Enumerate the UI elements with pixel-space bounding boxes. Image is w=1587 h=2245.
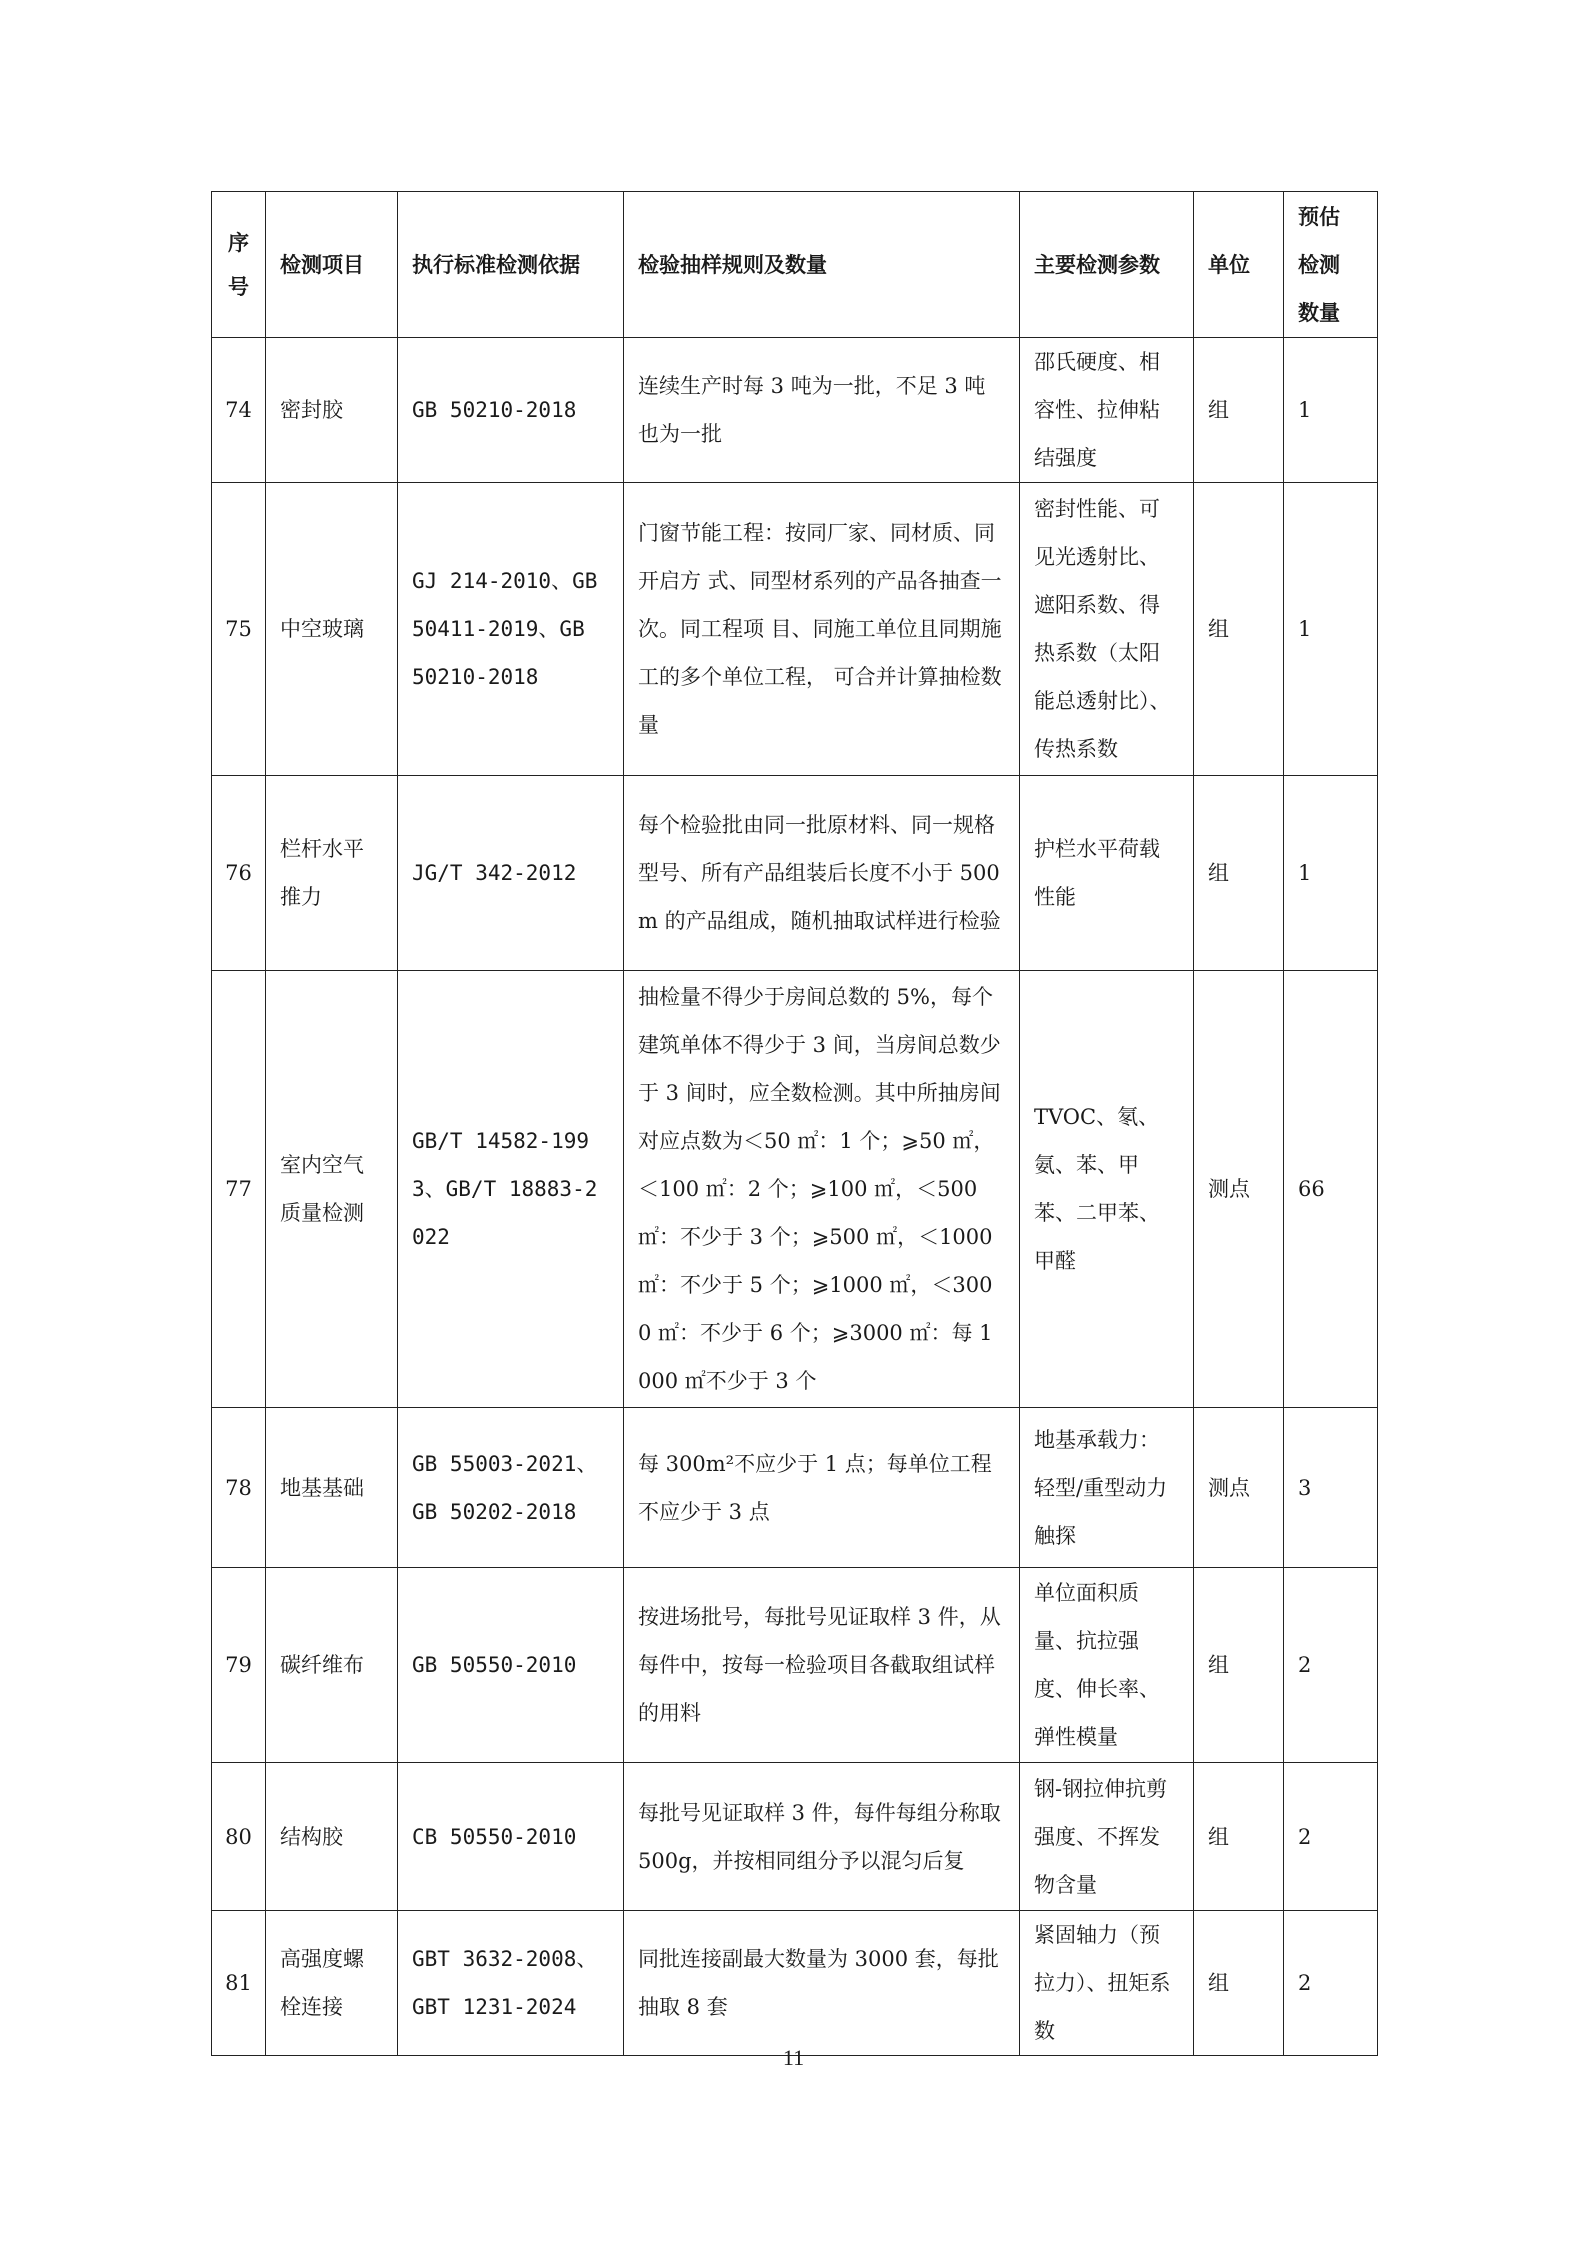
- cell-standard: CB 50550-2010: [398, 1763, 624, 1911]
- cell-estimate: 2: [1284, 1568, 1378, 1763]
- cell-seq: 81: [212, 1911, 266, 2056]
- cell-sampling: 抽检量不得少于房间总数的 5%，每个建筑单体不得少于 3 间，当房间总数少于 3 间时，应全数检测。其中所抽房间对应点数为＜50 ㎡：1 个；⩾50 ㎡，＜100 ㎡：2 个；⩾100 ㎡，＜500 ㎡：不少于 3 个；⩾500 ㎡，＜1000 ㎡：不少于 5 个；⩾1000 ㎡，＜3000 ㎡：不少于 6 个；⩾3000 ㎡：每 1000 ㎡不少于 3 个: [624, 971, 1020, 1408]
- table-row: [212, 338, 1378, 483]
- cell-item: 栏杆水平推力: [266, 776, 398, 971]
- cell-unit: 组: [1194, 1911, 1284, 2056]
- cell-estimate: 2: [1284, 1763, 1378, 1911]
- cell-seq: 77: [212, 971, 266, 1408]
- header-item: 检测项目: [266, 192, 398, 338]
- cell-item: 室内空气质量检测: [266, 971, 398, 1408]
- cell-seq: 79: [212, 1568, 266, 1763]
- cell-params: 地基承载力：轻型/重型动力触探: [1020, 1408, 1194, 1568]
- cell-sampling: 每 300m²不应少于 1 点；每单位工程不应少于 3 点: [624, 1408, 1020, 1568]
- cell-unit: 测点: [1194, 1408, 1284, 1568]
- table-row: [212, 776, 1378, 971]
- header-sampling: 检验抽样规则及数量: [624, 192, 1020, 338]
- page-number: 11: [782, 2045, 805, 2070]
- cell-standard: GB 55003-2021、GB 50202-2018: [398, 1408, 624, 1568]
- cell-standard: GB 50550-2010: [398, 1568, 624, 1763]
- table-row: [212, 1763, 1378, 1911]
- table-row: [212, 1408, 1378, 1568]
- table-row: [212, 971, 1378, 1408]
- cell-item: 中空玻璃: [266, 483, 398, 776]
- cell-unit: 组: [1194, 338, 1284, 483]
- cell-standard: GBT 3632-2008、GBT 1231-2024: [398, 1911, 624, 2056]
- cell-standard: GJ 214-2010、GB 50411-2019、GB 50210-2018: [398, 483, 624, 776]
- cell-sampling: 每批号见证取样 3 件，每件每组分称取 500g，并按相同组分予以混匀后复: [624, 1763, 1020, 1911]
- cell-sampling: 每个检验批由同一批原材料、同一规格型号、所有产品组装后长度不小于 500m 的产品组成，随机抽取试样进行检验: [624, 776, 1020, 971]
- cell-unit: 组: [1194, 1568, 1284, 1763]
- table-row: [212, 1568, 1378, 1763]
- cell-unit: 测点: [1194, 971, 1284, 1408]
- cell-item: 地基基础: [266, 1408, 398, 1568]
- cell-params: 单位面积质量、抗拉强度、伸长率、弹性模量: [1020, 1568, 1194, 1763]
- cell-unit: 组: [1194, 1763, 1284, 1911]
- cell-sampling: 同批连接副最大数量为 3000 套，每批抽取 8 套: [624, 1911, 1020, 2056]
- cell-item: 高强度螺栓连接: [266, 1911, 398, 2056]
- header-estimate: 预估检测数量: [1284, 192, 1378, 338]
- cell-sampling: 按进场批号，每批号见证取样 3 件，从每件中，按每一检验项目各截取组试样的用料: [624, 1568, 1020, 1763]
- cell-estimate: 3: [1284, 1408, 1378, 1568]
- cell-standard: GB 50210-2018: [398, 338, 624, 483]
- header-row: [212, 192, 1378, 338]
- header-unit: 单位: [1194, 192, 1284, 338]
- cell-seq: 76: [212, 776, 266, 971]
- header-standard: 执行标准检测依据: [398, 192, 624, 338]
- cell-seq: 74: [212, 338, 266, 483]
- cell-params: 紧固轴力（预拉力）、扭矩系数: [1020, 1911, 1194, 2056]
- cell-params: 钢-钢拉伸抗剪强度、不挥发物含量: [1020, 1763, 1194, 1911]
- cell-standard: JG/T 342-2012: [398, 776, 624, 971]
- header-params: 主要检测参数: [1020, 192, 1194, 338]
- cell-seq: 78: [212, 1408, 266, 1568]
- cell-sampling: 门窗节能工程：按同厂家、同材质、同开启方 式、同型材系列的产品各抽查一次。同工程项 目、同施工单位且同期施工的多个单位工程， 可合并计算抽检数量: [624, 483, 1020, 776]
- header-seq: 序号: [212, 192, 266, 338]
- table-row: [212, 1911, 1378, 2056]
- cell-params: TVOC、氡、氨、苯、甲苯、二甲苯、甲醛: [1020, 971, 1194, 1408]
- cell-seq: 80: [212, 1763, 266, 1911]
- cell-item: 密封胶: [266, 338, 398, 483]
- cell-sampling: 连续生产时每 3 吨为一批，不足 3 吨也为一批: [624, 338, 1020, 483]
- cell-estimate: 1: [1284, 776, 1378, 971]
- cell-params: 密封性能、可见光透射比、遮阳系数、得热系数（太阳能总透射比）、传热系数: [1020, 483, 1194, 776]
- cell-params: 护栏水平荷载性能: [1020, 776, 1194, 971]
- cell-item: 碳纤维布: [266, 1568, 398, 1763]
- inspection-table: [211, 191, 1378, 2056]
- cell-unit: 组: [1194, 776, 1284, 971]
- cell-estimate: 1: [1284, 483, 1378, 776]
- cell-params: 邵氏硬度、相容性、拉伸粘结强度: [1020, 338, 1194, 483]
- cell-estimate: 2: [1284, 1911, 1378, 2056]
- table-row: [212, 483, 1378, 776]
- cell-standard: GB/T 14582-1993、GB/T 18883-2022: [398, 971, 624, 1408]
- cell-unit: 组: [1194, 483, 1284, 776]
- cell-estimate: 1: [1284, 338, 1378, 483]
- cell-estimate: 66: [1284, 971, 1378, 1408]
- cell-item: 结构胶: [266, 1763, 398, 1911]
- cell-seq: 75: [212, 483, 266, 776]
